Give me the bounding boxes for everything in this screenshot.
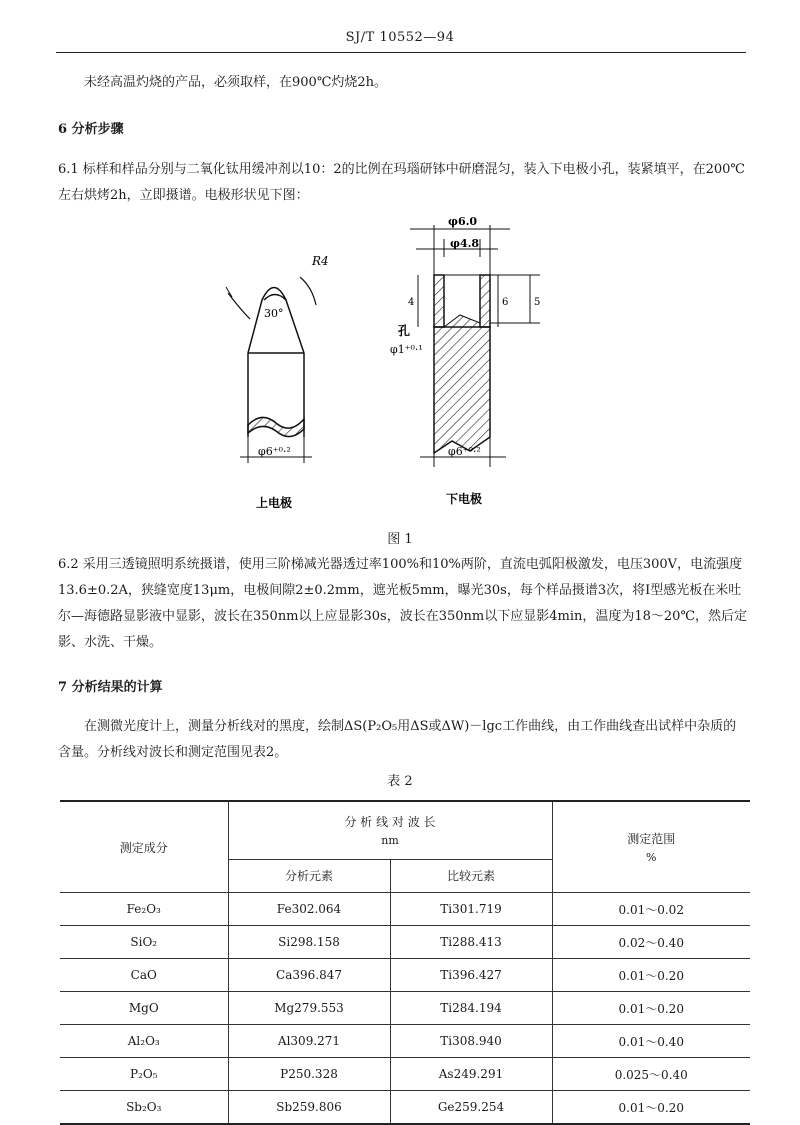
lower-hole-dia: φ1⁺⁰·¹	[390, 343, 423, 356]
upper-diameter-label: φ6⁺⁰·²	[258, 445, 291, 458]
cell-compare: Ti288.413	[390, 926, 552, 959]
header-rule	[56, 52, 746, 53]
lower-electrode-caption: 下电极	[446, 492, 483, 506]
table-row	[60, 1091, 750, 1125]
section-6-heading: 6 分析步骤	[58, 122, 124, 137]
section-7-heading: 7 分析结果的计算	[58, 680, 163, 695]
upper-r-label: R4	[312, 254, 329, 268]
col-header-range-unit: %	[646, 851, 657, 864]
cell-range: 0.01～0.02	[552, 893, 750, 926]
lower-depth-mid: 6	[502, 297, 509, 308]
cell-range: 0.02～0.40	[552, 926, 750, 959]
cell-compare: Ti396.427	[390, 959, 552, 992]
paragraph-6-1: 6.1 标样和样品分别与二氧化钛用缓冲剂以10：2的比例在玛瑙研钵中研磨混匀，装入下电极小孔，装紧填平，在200℃左右烘烤2h，立即摄谱。电极形状见下图：	[58, 162, 745, 203]
cell-range: 0.01～0.20	[552, 1091, 750, 1125]
lower-depth-right: 5	[534, 297, 541, 308]
lower-dia-bottom: φ6⁺⁰·²	[448, 445, 481, 458]
cell-component: Al₂O₃	[60, 1025, 228, 1058]
figure-caption: 图 1	[387, 532, 413, 547]
table-row	[60, 926, 750, 959]
cell-compare: As249.291	[390, 1058, 552, 1091]
page-header: SJ/T 10552—94	[345, 30, 455, 45]
col-header-range	[552, 801, 750, 893]
cell-analysis: Si298.158	[228, 926, 390, 959]
cell-component: Fe₂O₃	[60, 893, 228, 926]
intro-text: 未经高温灼烧的产品，必须取样，在900℃灼烧2h。	[84, 75, 387, 90]
col-header-range-text: 测定范围	[627, 832, 676, 846]
table-row	[60, 992, 750, 1025]
cell-analysis: Al309.271	[228, 1025, 390, 1058]
cell-compare: Ti284.194	[390, 992, 552, 1025]
paragraph-7: 在测微光度计上，测量分析线对的黑度，绘制ΔS(P₂O₅用ΔS或ΔW)－lgc工作曲线，由工作曲线查出试样中杂质的含量。分析线对波长和测定范围见表2。	[58, 719, 737, 760]
table-row	[60, 893, 750, 926]
cell-range: 0.025～0.40	[552, 1058, 750, 1091]
cell-analysis: Mg279.553	[228, 992, 390, 1025]
lower-electrode	[410, 225, 540, 467]
cell-component: Sb₂O₃	[60, 1091, 228, 1125]
col-header-pair-unit: nm	[381, 834, 399, 848]
cell-analysis: Sb259.806	[228, 1091, 390, 1125]
cell-component: MgO	[60, 992, 228, 1025]
table-caption: 表 2	[387, 774, 413, 789]
table-2	[60, 800, 750, 1125]
col-header-analysis: 分析元素	[228, 859, 390, 892]
upper-electrode-tip	[248, 288, 304, 354]
electrode-figure	[0, 205, 800, 525]
cell-range: 0.01～0.40	[552, 1025, 750, 1058]
cell-compare: Ti301.719	[390, 893, 552, 926]
cell-component: SiO₂	[60, 926, 228, 959]
lower-dia-top: φ6.0	[448, 215, 478, 228]
cell-range: 0.01～0.20	[552, 959, 750, 992]
col-header-compare: 比较元素	[390, 859, 552, 892]
upper-electrode-caption: 上电极	[256, 496, 293, 510]
cell-compare: Ti308.940	[390, 1025, 552, 1058]
upper-electrode	[226, 277, 316, 463]
cell-analysis: Fe302.064	[228, 893, 390, 926]
cell-compare: Ge259.254	[390, 1091, 552, 1125]
cell-analysis: P250.328	[228, 1058, 390, 1091]
lower-dia-inner: φ4.8	[450, 237, 480, 250]
cell-component: CaO	[60, 959, 228, 992]
col-header-pair	[228, 801, 552, 859]
cell-component: P₂O₅	[60, 1058, 228, 1091]
table-row	[60, 1058, 750, 1091]
col-header-pair-text: 分 析 线 对 波 长	[344, 815, 436, 830]
table-row	[60, 959, 750, 992]
cell-range: 0.01～0.20	[552, 992, 750, 1025]
intro-paragraph	[58, 70, 748, 96]
upper-angle-label: 30°	[264, 307, 284, 320]
table-row	[60, 1025, 750, 1058]
col-header-component: 测定成分	[60, 801, 228, 893]
table-header-row	[60, 801, 750, 859]
lower-depth-left: 4	[408, 297, 415, 308]
lower-hole-label: 孔	[398, 324, 411, 338]
paragraph-6-2: 6.2 采用三透镜照明系统摄谱，使用三阶梯减光器透过率100%和10%两阶，直流电弧阳极激发，电压300V，电流强度13.6±0.2A，狭缝宽度13μm，电极间隙2±0.2mm，遮光板5mm，曝光30s，每个样品摄谱3次，将Ⅰ型感光板在米吐尔—海德路显影液中显影，波长在350nm以上应显影30s，波长在350nm以下应显影4min，温度为18～20℃，然后定影、水洗、干燥。	[58, 557, 747, 650]
cell-analysis: Ca396.847	[228, 959, 390, 992]
